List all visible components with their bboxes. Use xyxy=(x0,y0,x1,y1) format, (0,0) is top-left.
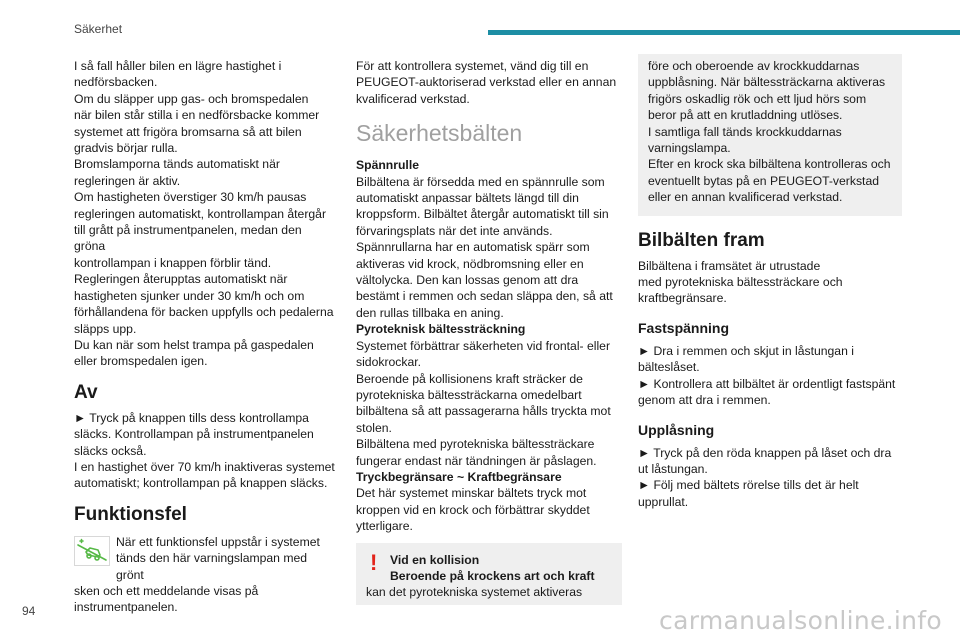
header-accent-bar xyxy=(488,30,960,35)
column-2 xyxy=(356,58,622,605)
fault-paragraph: När ett funktionsfel uppstår i systemet tänds den här varningslampan med grönt sken och ett meddelande visas på instrumentpanelen. xyxy=(74,534,320,615)
warning-exclamation-icon: ! xyxy=(370,549,378,575)
retractor-text: Spännrulle Bilbältena är försedda med en spännrulle som automatiskt anpassar bältets längd till din kroppsform. Bilbältet återgår automatiskt till sin förvaringsplats när det inte används. Spännrullarna har en automatisk spärr som aktiveras vid krock, nödbromsning eller en vältolycka. Den kan lossas genom att dra bestämt i remmen och sedan släppa den, så att den rullas tillbaka en aning. Pyroteknisk bältessträckning Systemet förbättrar säkerheten vid frontal- eller sidokrockar. Beroende på kollisionens kraft sträcker de pyrotekniska bältessträckarna omedelbart bilbältena så att passagerarna hålls tryckta mot stolen. Bilbältena med pyrotekniska bältessträckare fungerar endast när tändningen är påslagen. Tryckbegränsare ~ Kraftbegränsare Det här systemet minskar bältets tryck mot kroppen vid en krock och förbättrar skyddet ytterligare. xyxy=(356,158,613,534)
section-title-sakerhetsbalten: Säkerhetsbälten xyxy=(356,120,523,147)
hill-descent-text: I så fall håller bilen en lägre hastighet i nedförsbacken. Om du släpper upp gas- och bromspedalen när bilen står stilla i en nedförsbacke kommer systemet att frigöra bromsarna så att bilen gradvis börjar rulla. Bromslamporna tänds automatiskt när regleringen är aktiv. Om hastigheten överstiger 30 km/h pausas regleringen automatiskt, kontrollampan återgår till grått på instrumentpanelen, medan den gröna kontrollampan i knappen förblir tänd. Regleringen återupptas automatiskt när hastigheten sjunker under 30 km/h och om förhållandena för backen uppfylls och pedalerna släpps upp. Du kan när som helst trampa på gaspedalen eller bromspedalen igen. xyxy=(74,59,334,369)
section-heading-av: Av xyxy=(74,381,98,403)
column-3 xyxy=(638,54,902,510)
collision-warning-note: ! Vid en kollision Beroende på krockens art och kraft kan det pyrotekniska systemet aktiveras xyxy=(356,543,622,605)
subheading-fastspanning: Fastspänning xyxy=(638,319,730,336)
column-1 xyxy=(74,58,336,616)
watermark: carmanualsonline.info xyxy=(659,606,942,635)
av-text: ► Tryck på knappen tills dess kontrollampa släcks. Kontrollampan på instrumentpanelen släcks också. I en hastighet över 70 km/h inaktiveras systemet automatiskt; kontrollampan på knappen släcks. xyxy=(74,410,335,491)
section-heading-bilbalten-fram: Bilbälten fram xyxy=(638,229,765,251)
fastening-text: ► Dra i remmen och skjut in låstungan i bälteslåset. ► Kontrollera att bilbältet är ordentligt fastspänt genom att dra i remmen. xyxy=(638,343,896,408)
section-heading-funktionsfel: Funktionsfel xyxy=(74,503,187,525)
running-header: Säkerhet xyxy=(74,22,123,36)
front-belts-text: Bilbältena i framsätet är utrustade med pyrotekniska bältessträckare och kraftbegränsare. xyxy=(638,258,843,306)
collision-warning-note-continued: före och oberoende av krockkuddarnas uppblåsning. När bältessträckarna aktiveras frigörs oskadlig rök och ett ljud hörs som beror på att en krutladdning utlöses. I samtliga fall tänds krockkuddarnas varningslampa. Efter en krock ska bilbältena kontrolleras och eventuellt bytas på en PEUGEOT-verkstad eller en annan kvalificerad verkstad. xyxy=(638,54,902,216)
page-number: 94 xyxy=(22,604,36,618)
unlocking-text: ► Tryck på den röda knappen på låset och dra ut låstungan. ► Följ med bältets rörelse tills det är helt upprullat. xyxy=(638,445,892,509)
hill-descent-warning-lamp-icon xyxy=(74,536,110,566)
subheading-upplasning: Upplåsning xyxy=(638,421,715,438)
check-system-text: För att kontrollera systemet, vänd dig till en PEUGEOT-auktoriserad verkstad eller en annan kvalificerad verkstad. xyxy=(356,59,617,106)
